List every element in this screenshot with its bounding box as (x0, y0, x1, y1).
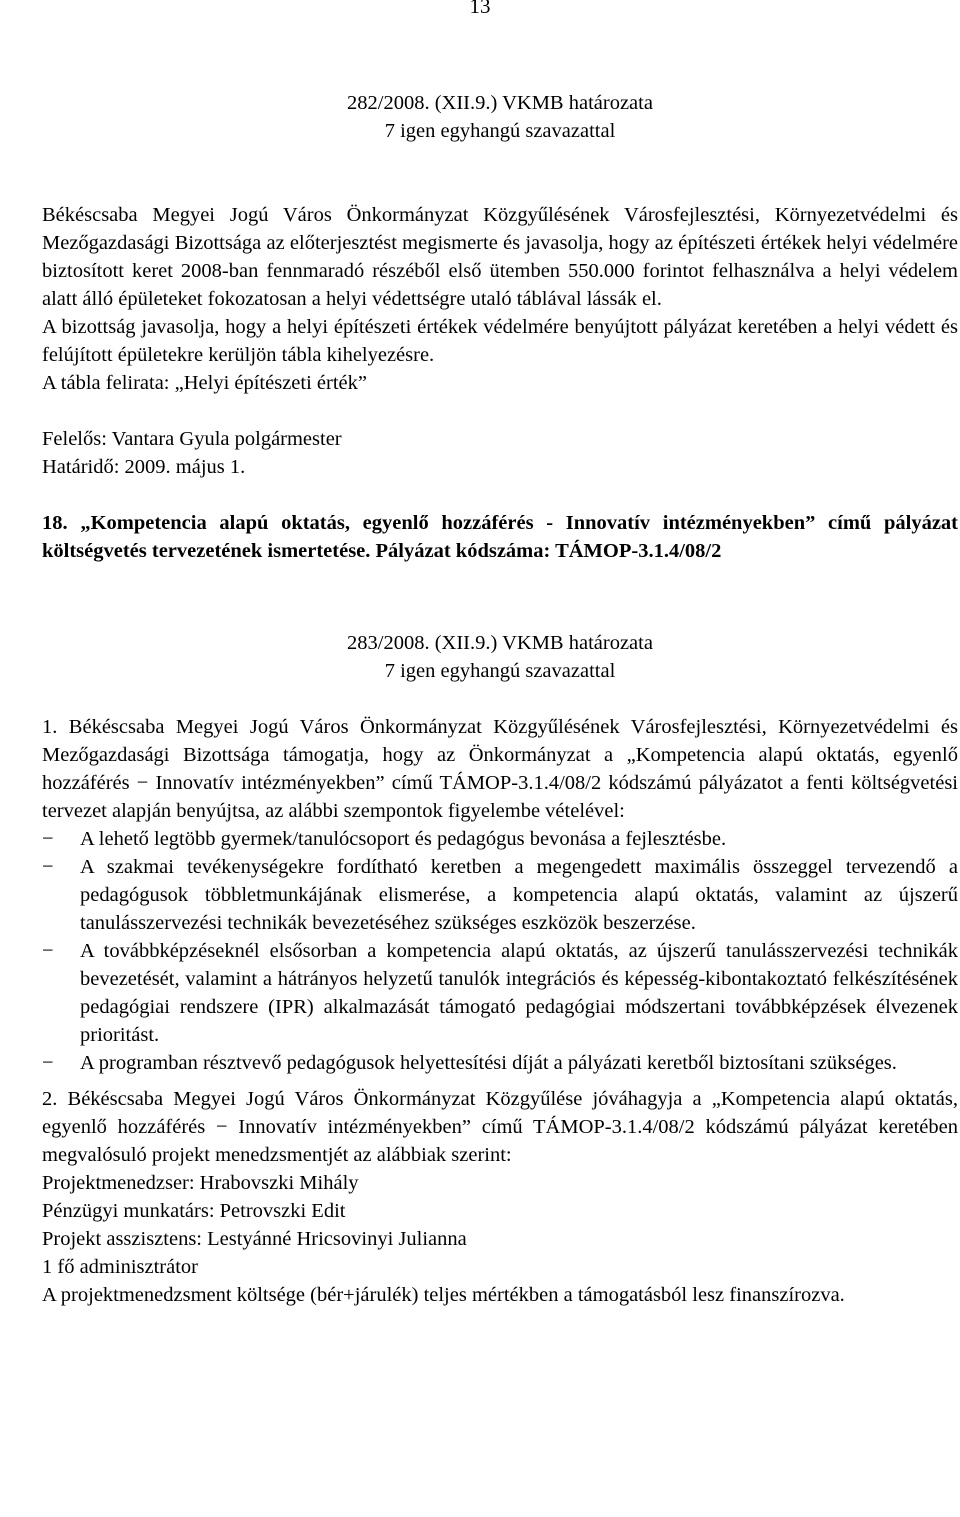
project-assistant-line: Projekt asszisztens: Lestyánné Hricsovinyi Julianna (42, 1228, 467, 1250)
item-1-text: Békéscsaba Megyei Jogú Város Önkormányzat Közgyűlésének Városfejlesztési, Környezetvédelmi és Mezőgazdasági Bizottsága támogatja, hogy az Önkormányzat a „Kompetencia alapú oktatás, egyenlő hozzáférés − Innovatív intézményekben” című TÁMOP-3.1.4/08/2 kódszámú pályázatot a fenti költségvetési tervezet alapján benyújtsa, az alábbi szempontok figyelembe vételével: (42, 716, 958, 822)
resolution-282-vote: 7 igen egyhangú szavazattal (384, 120, 616, 142)
list-item (42, 937, 958, 1049)
resolution-283-item-1 (42, 713, 958, 825)
item-2-number: 2. (42, 1088, 58, 1110)
list-item-text: A szakmai tevékenységekre fordítható keretben a megengedett maximális összeggel tervezendő a pedagógusok többletmunkájának elismerése, a kompetencia alapú oktatás, valamint az újszerű tanulásszervezési technikák bevezetéséhez szükséges eszközök beszerzése. (80, 856, 958, 934)
management-cost-line: A projektmenedzsment költsége (bér+járulék) teljes mértékben a támogatásból lesz finanszírozva. (42, 1284, 845, 1306)
dash-marker: − (42, 940, 54, 962)
item-1-number: 1. (42, 716, 58, 738)
dash-marker: − (42, 856, 54, 878)
list-item-text: A programban résztvevő pedagógusok helyettesítési díját a pályázati keretből biztosítani szükséges. (80, 1052, 897, 1074)
agenda-item-18-number: 18. (42, 512, 68, 534)
agenda-item-18-text: „Kompetencia alapú oktatás, egyenlő hozzáférés - Innovatív intézményekben” című pályázat költségvetés tervezetének ismertetése. Pályázat kódszáma: TÁMOP-3.1.4/08/2 (42, 512, 958, 562)
resolution-283-title: 283/2008. (XII.9.) VKMB határozata (347, 632, 653, 654)
document-body (42, 89, 958, 1309)
list-item-text: A továbbképzéseknél elsősorban a kompetencia alapú oktatás, az újszerű tanulásszervezési technikák bevezetését, valamint a hátrányos helyzetű tanulók integrációs és képesség-kibontakoztató felkészítésének pedagógiai rendszere (IPR) alkalmazását támogató pedagógiai módszertani továbbképzések élvezenek prioritást. (80, 940, 958, 1046)
project-manager-line: Projektmenedzser: Hrabovszki Mihály (42, 1172, 359, 1194)
resolution-282-title: 282/2008. (XII.9.) VKMB határozata (347, 92, 653, 114)
page-number: 13 (469, 0, 491, 18)
finance-staff-line: Pénzügyi munkatárs: Petrovszki Edit (42, 1200, 346, 1222)
resolution-283-item-2 (42, 1085, 958, 1169)
resolution-283-vote: 7 igen egyhangú szavazattal (384, 660, 616, 682)
resolution-282-responsible: Felelős: Vantara Gyula polgármester (42, 428, 342, 450)
list-item (42, 1049, 958, 1077)
resolution-282-body-3: A tábla felirata: „Helyi építészeti érték” (42, 372, 367, 394)
item-2-text: Békéscsaba Megyei Jogú Város Önkormányzat Közgyűlése jóváhagyja a „Kompetencia alapú oktatás, egyenlő hozzáférés − Innovatív intézményekben” című TÁMOP-3.1.4/08/2 kódszámú pályázat keretében megvalósuló projekt menedzsmentjét az alábbiak szerint: (42, 1088, 958, 1166)
resolution-282-body-2: A bizottság javasolja, hogy a helyi építészeti értékek védelmére benyújtott pályázat keretében a helyi védett és felújított épületekre kerüljön tábla kihelyezésre. (42, 316, 958, 366)
list-item (42, 853, 958, 937)
list-item (42, 825, 958, 853)
item-1-bullet-list (42, 825, 958, 1077)
administrator-line: 1 fő adminisztrátor (42, 1256, 198, 1278)
dash-marker: − (42, 1052, 54, 1074)
resolution-282-body-1: Békéscsaba Megyei Jogú Város Önkormányzat Közgyűlésének Városfejlesztési, Környezetvédelmi és Mezőgazdasági Bizottsága az előterjesztést megismerte és javasolja, hogy az építészeti értékek helyi védelmére biztosított keret 2008-ban fennmaradó részéből első ütemben 550.000 forintot felhasználva a helyi védelem alatt álló épületeket fokozatosan a helyi védettségre utaló táblával lássák el. (42, 204, 958, 310)
list-item-text: A lehető legtöbb gyermek/tanulócsoport és pedagógus bevonása a fejlesztésbe. (80, 828, 727, 850)
resolution-282-deadline: Határidő: 2009. május 1. (42, 456, 246, 478)
dash-marker: − (42, 828, 54, 850)
agenda-item-18 (42, 509, 958, 565)
